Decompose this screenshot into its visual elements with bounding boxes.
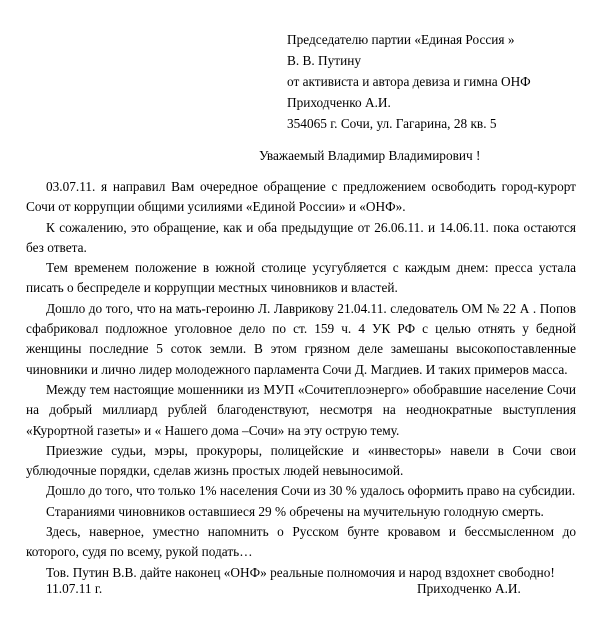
- address-line-recipient-title: Председателю партии «Единая Россия »: [287, 32, 515, 47]
- address-line-sender-name: Приходченко А.И.: [287, 95, 391, 110]
- paragraph: Стараниями чиновников оставшиеся 29 % обречены на мучительную голодную смерть.: [46, 503, 544, 519]
- paragraph: Дошло до того, что на мать-героиню Л. Лаврикову 21.04.11. следователь ОМ № 22 А . Попов сфабриковал подложное уголовное дело по ст. 159 ч. 4 УК РФ с целью отнять у бедной женщины последние 5 соток земли. В этом грязном деле замешаны высокопоставленные чиновники и лично лидер молодежного парламента Сочи Д. Магдиев. И таких примеров масса.: [26, 300, 576, 377]
- letter-body: [26, 177, 576, 583]
- paragraph: 03.07.11. я направил Вам очередное обращение с предложением освободить город-курорт Сочи от коррупции общими усилиями «Единой России» и «ОНФ».: [26, 179, 576, 215]
- signature-name: Приходченко А.И.: [417, 581, 521, 596]
- paragraph: Здесь, наверное, уместно напомнить о Русском бунте кровавом и бессмысленном до которого, судя по всему, рукой подать…: [26, 524, 576, 560]
- paragraph: Тем временем положение в южной столице усугубляется с каждым днем: пресса устала писать о беспределе и коррупции местных чиновников и властей.: [26, 260, 576, 296]
- address-line-sender-address: 354065 г. Сочи, ул. Гагарина, 28 кв. 5: [287, 116, 497, 131]
- recipient-address-block: [287, 29, 587, 134]
- paragraph: К сожалению, это обращение, как и оба предыдущие от 26.06.11. и 14.06.11. пока остаются без ответа.: [26, 219, 576, 255]
- paragraph: Дошло до того, что только 1% населения Сочи из 30 % удалось оформить право на субсидии.: [46, 483, 576, 499]
- address-line-sender-role: от активиста и автора девиза и гимна ОНФ: [287, 74, 531, 89]
- letter-date: 11.07.11 г.: [46, 581, 103, 596]
- address-line-recipient-name: В. В. Путину: [287, 53, 361, 68]
- paragraph: Тов. Путин В.В. дайте наконец «ОНФ» реальные полномочия и народ вздохнет свободно!: [46, 564, 555, 580]
- paragraph: Приезжие судьи, мэры, прокуроры, полицейские и «инвесторы» навели в Сочи свои ублюдочные порядки, сделав жизнь простых людей невыносимой.: [26, 442, 576, 479]
- paragraph: Между тем настоящие мошенники из МУП «Сочитеплоэнерго» обобравшие население Сочи на добрый миллиард рублей благоденствуют, несмотря на неоднократные выступления «Курортной газеты» и « Нашего дома –Сочи» на эту острую тему.: [26, 381, 576, 438]
- salutation: Уважаемый Владимир Владимирович !: [259, 148, 481, 163]
